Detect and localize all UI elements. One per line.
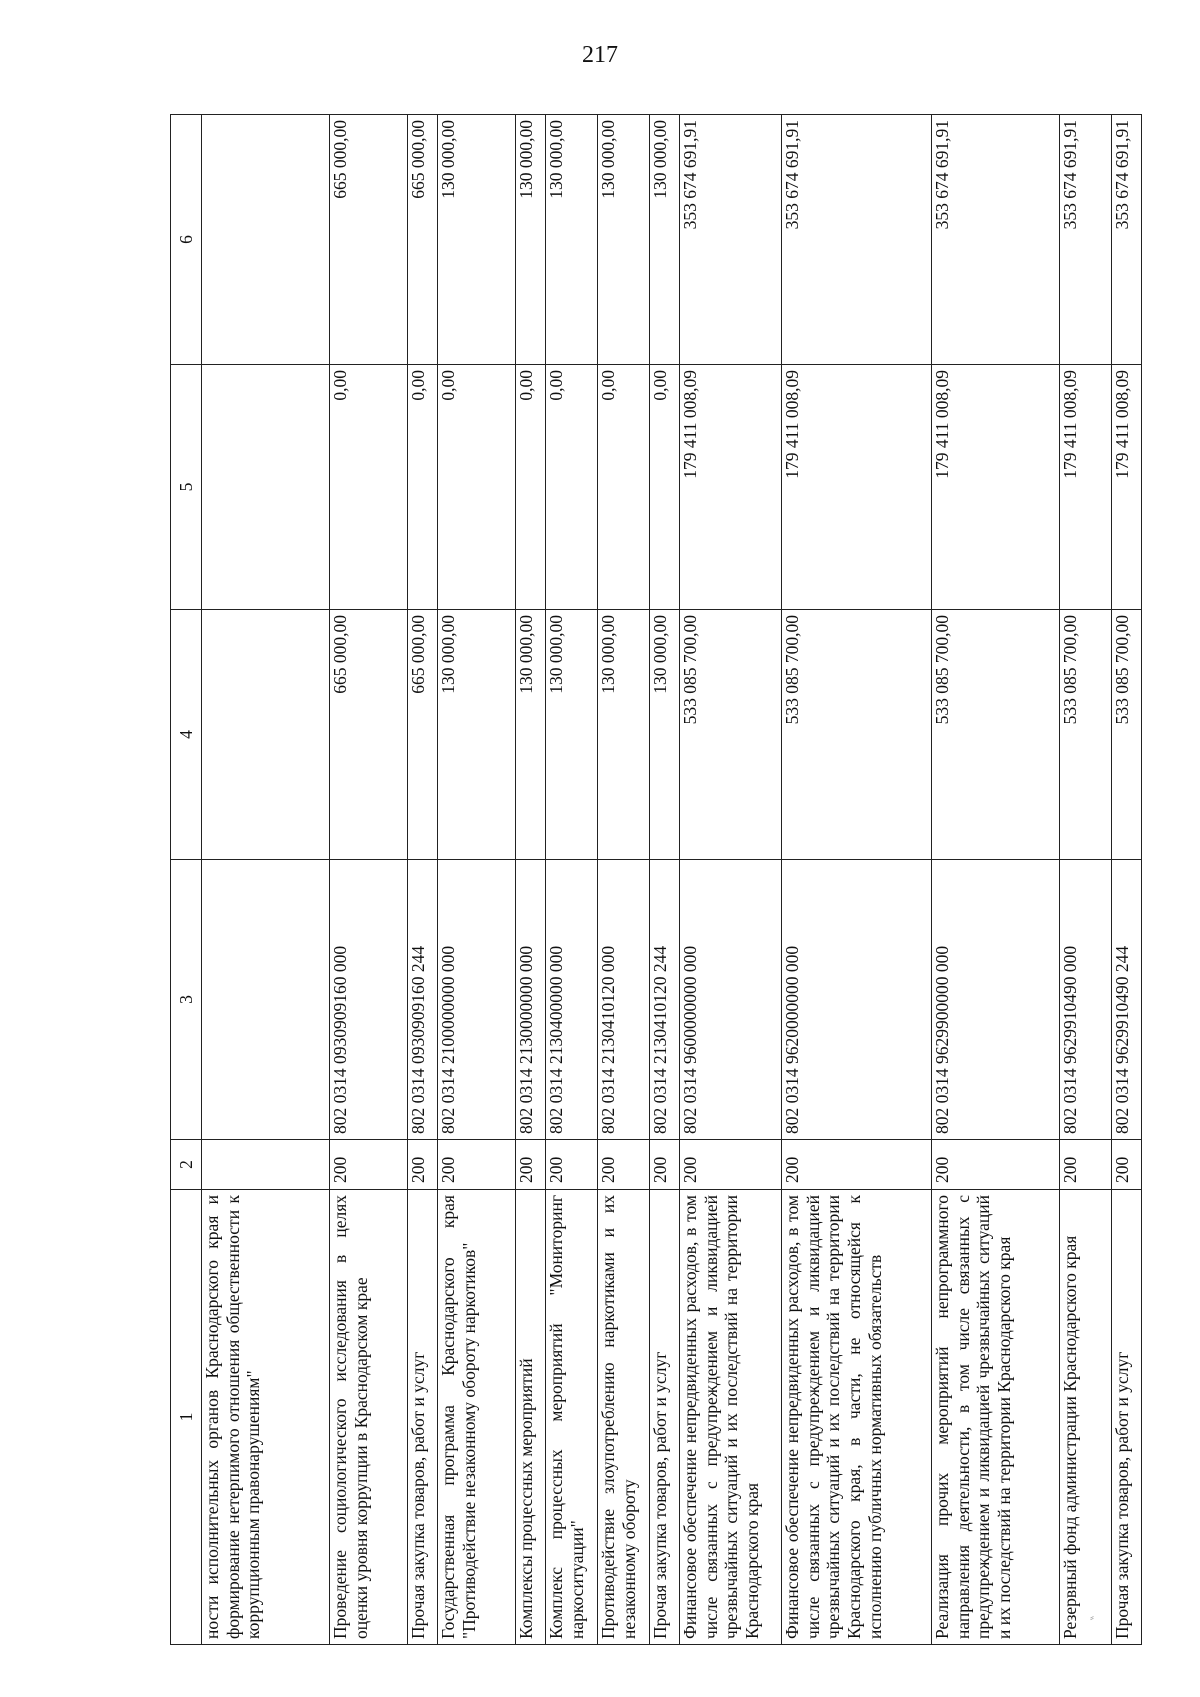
- row-name-cell: ности исполнительных органов Краснодарского края и формирование нетерпимого отношения общественности к коррупционным правонарушениям": [202, 1190, 330, 1645]
- row-col6-cell: 353 674 691,91: [782, 115, 932, 365]
- row-col2-cell: 200: [438, 1140, 516, 1190]
- row-name-cell: Комплексы процессных мероприятий: [516, 1190, 546, 1645]
- row-col5-cell: 179 411 008,09: [1060, 365, 1112, 610]
- table-row: [408, 115, 438, 1645]
- header-col-5: 5: [171, 365, 202, 610]
- row-col6-cell: [202, 115, 330, 365]
- table-row: [1060, 115, 1112, 1645]
- row-col2-cell: 200: [680, 1140, 782, 1190]
- row-col4-cell: 130 000,00: [516, 610, 546, 860]
- row-col6-cell: 353 674 691,91: [680, 115, 782, 365]
- row-name-cell: Прочая закупка товаров, работ и услуг: [650, 1190, 680, 1645]
- row-code-cell: 802 0314 2130410120 244: [650, 860, 680, 1140]
- row-col5-cell: 0,00: [650, 365, 680, 610]
- row-code-cell: 802 0314 0930909160 244: [408, 860, 438, 1140]
- row-col4-cell: 533 085 700,00: [1112, 610, 1142, 860]
- row-name-cell: Резервный фонд администрации Краснодарского края: [1060, 1190, 1112, 1645]
- row-code-cell: 802 0314 9600000000 000: [680, 860, 782, 1140]
- row-name-cell: Прочая закупка товаров, работ и услуг: [1112, 1190, 1142, 1645]
- row-name-cell: Проведение социологического исследования в целях оценки уровня коррупции в Краснодарском крае: [330, 1190, 408, 1645]
- row-col5-cell: 179 411 008,09: [1112, 365, 1142, 610]
- row-col6-cell: 665 000,00: [330, 115, 408, 365]
- scan-mark: ⸗: [1090, 1610, 1094, 1624]
- row-col4-cell: 533 085 700,00: [782, 610, 932, 860]
- row-col6-cell: 353 674 691,91: [932, 115, 1060, 365]
- row-col6-cell: 130 000,00: [546, 115, 598, 365]
- row-col5-cell: [202, 365, 330, 610]
- table-row: [330, 115, 408, 1645]
- table-row: [516, 115, 546, 1645]
- row-col4-cell: 533 085 700,00: [680, 610, 782, 860]
- table-row: [202, 115, 330, 1645]
- budget-table-rotated: [170, 115, 1132, 1645]
- row-col4-cell: 130 000,00: [650, 610, 680, 860]
- row-col5-cell: 0,00: [546, 365, 598, 610]
- row-col5-cell: 179 411 008,09: [782, 365, 932, 610]
- table-row: [1112, 115, 1142, 1645]
- row-col2-cell: 200: [330, 1140, 408, 1190]
- row-code-cell: 802 0314 9620000000 000: [782, 860, 932, 1140]
- header-row: [171, 115, 202, 1645]
- row-col2-cell: 200: [1112, 1140, 1142, 1190]
- row-name-cell: Финансовое обеспечение непредвиденных расходов, в том числе связанных с предупреждением и ликвидацией чрезвычайных ситуаций и их последствий на территории Краснодарского края, в части, не относящейся к исполнению публичных нормативных обязательств: [782, 1190, 932, 1645]
- row-col2-cell: 200: [546, 1140, 598, 1190]
- table-row: [932, 115, 1060, 1645]
- row-col6-cell: 665 000,00: [408, 115, 438, 365]
- row-col6-cell: 130 000,00: [516, 115, 546, 365]
- row-col5-cell: 0,00: [598, 365, 650, 610]
- row-name-cell: Финансовое обеспечение непредвиденных расходов, в том числе связанных с предупреждением и ликвидацией чрезвычайных ситуаций и их последствий на территории Краснодарского края: [680, 1190, 782, 1645]
- row-col4-cell: [202, 610, 330, 860]
- row-col2-cell: 200: [598, 1140, 650, 1190]
- row-code-cell: 802 0314 2130000000 000: [516, 860, 546, 1140]
- row-code-cell: 802 0314 2100000000 000: [438, 860, 516, 1140]
- row-col6-cell: 353 674 691,91: [1060, 115, 1112, 365]
- row-col6-cell: 130 000,00: [598, 115, 650, 365]
- row-col5-cell: 0,00: [438, 365, 516, 610]
- row-col6-cell: 130 000,00: [438, 115, 516, 365]
- row-col2-cell: 200: [408, 1140, 438, 1190]
- row-col5-cell: 179 411 008,09: [932, 365, 1060, 610]
- row-name-cell: Противодействие злоупотреблению наркотиками и их незаконному обороту: [598, 1190, 650, 1645]
- row-name-cell: Комплекс процессных мероприятий "Мониторинг наркоситуации": [546, 1190, 598, 1645]
- row-col2-cell: 200: [932, 1140, 1060, 1190]
- row-col2-cell: [202, 1140, 330, 1190]
- table-row: [546, 115, 598, 1645]
- row-col4-cell: 533 085 700,00: [1060, 610, 1112, 860]
- table-row: [680, 115, 782, 1645]
- row-col2-cell: 200: [782, 1140, 932, 1190]
- row-col4-cell: 533 085 700,00: [932, 610, 1060, 860]
- row-col4-cell: 130 000,00: [598, 610, 650, 860]
- header-col-3: 3: [171, 860, 202, 1140]
- table-row: [438, 115, 516, 1645]
- row-code-cell: 802 0314 0930909160 000: [330, 860, 408, 1140]
- row-col6-cell: 353 674 691,91: [1112, 115, 1142, 365]
- row-name-cell: Государственная программа Краснодарского края "Противодействие незаконному обороту наркотиков": [438, 1190, 516, 1645]
- row-code-cell: 802 0314 9629910490 000: [1060, 860, 1112, 1140]
- row-col5-cell: 0,00: [408, 365, 438, 610]
- row-code-cell: 802 0314 2130410120 000: [598, 860, 650, 1140]
- row-col5-cell: 179 411 008,09: [680, 365, 782, 610]
- table-row: [650, 115, 680, 1645]
- row-col2-cell: 200: [650, 1140, 680, 1190]
- row-col4-cell: 130 000,00: [546, 610, 598, 860]
- row-col6-cell: 130 000,00: [650, 115, 680, 365]
- row-col4-cell: 665 000,00: [330, 610, 408, 860]
- row-col5-cell: 0,00: [330, 365, 408, 610]
- row-col4-cell: 130 000,00: [438, 610, 516, 860]
- row-code-cell: 802 0314 9629910490 244: [1112, 860, 1142, 1140]
- row-col2-cell: 200: [1060, 1140, 1112, 1190]
- header-col-2: 2: [171, 1140, 202, 1190]
- row-code-cell: 802 0314 2130400000 000: [546, 860, 598, 1140]
- table-row: [782, 115, 932, 1645]
- header-col-4: 4: [171, 610, 202, 860]
- row-code-cell: [202, 860, 330, 1140]
- row-code-cell: 802 0314 9629900000 000: [932, 860, 1060, 1140]
- table-row: [598, 115, 650, 1645]
- header-col-1: 1: [171, 1190, 202, 1645]
- budget-table: [170, 114, 1142, 1645]
- page-number: 217: [582, 42, 618, 68]
- row-col2-cell: 200: [516, 1140, 546, 1190]
- row-name-cell: Прочая закупка товаров, работ и услуг: [408, 1190, 438, 1645]
- row-col4-cell: 665 000,00: [408, 610, 438, 860]
- header-col-6: 6: [171, 115, 202, 365]
- row-name-cell: Реализация прочих мероприятий непрограммного направления деятельности, в том числе связанных с предупреждением и ликвидацией чрезвычайных ситуаций и их последствий на территории Краснодарского края: [932, 1190, 1060, 1645]
- row-col5-cell: 0,00: [516, 365, 546, 610]
